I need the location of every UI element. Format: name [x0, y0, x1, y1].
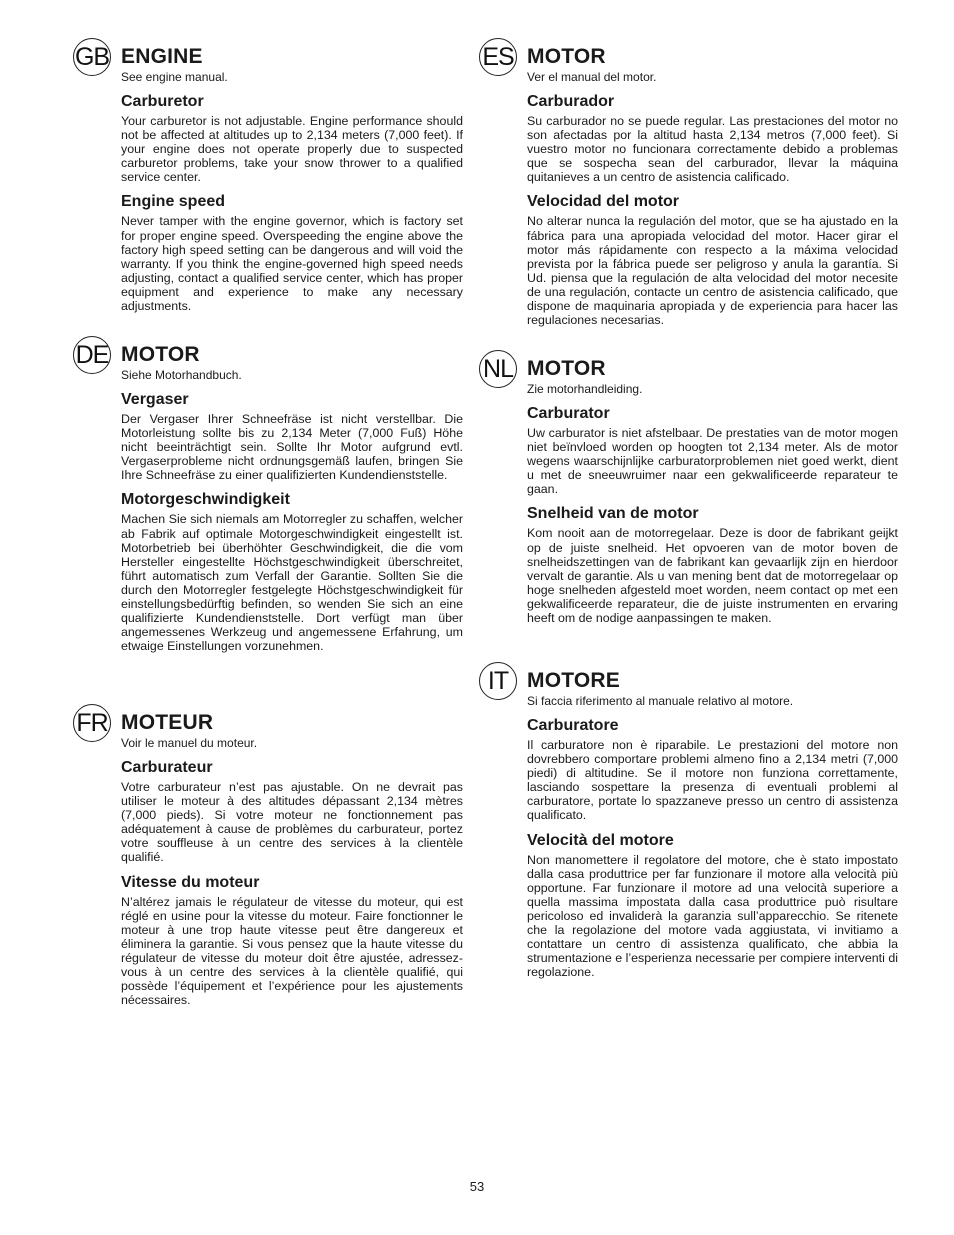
paragraph-carburator: Uw carburator is niet afstelbaar. De prestaties van de motor mogen niet beïnvloed worden op hoogten tot 2,134 meter. Als de motor wegens waarschijnlijke carburatorproblemen niet goed werkt, dient u met de sneeuwruimer naar een gekwalificeerde reparateur te gaan.	[527, 426, 898, 497]
section-it	[487, 666, 898, 980]
section-es	[482, 42, 898, 328]
section-title: MOTOR	[121, 343, 200, 366]
subheading-carburatore: Carburatore	[527, 717, 619, 734]
paragraph-engine-speed: Never tamper with the engine governor, which is factory set for proper engine speed. Overspeeding the engine above the factory high speed setting can be dangerous and will void the warranty. If you think the engine-governed high speed needs adjusting, contact a qualified service center, which has proper equipment and experience to make any necessary adjustments.	[121, 214, 463, 314]
paragraph-carburador: Su carburador no se puede regular. Las prestaciones del motor no son afectadas por la altitud hasta 2,134 metros (7,000 feet). Si vuestro motor no funcionara correctamente debido a problemas que se sospecha sean del carburador, llevar la máquina quitanieves a un centro de asistencia calificado.	[527, 114, 898, 185]
language-badge-es: ES	[479, 38, 517, 76]
section-de	[75, 340, 463, 654]
section-gb	[74, 42, 463, 314]
subheading-engine-speed: Engine speed	[121, 193, 226, 211]
section-title: MOTORE	[527, 669, 620, 692]
section-title: MOTOR	[527, 45, 606, 68]
subheading-motorgeschwindigkeit: Motorgeschwindigkeit	[121, 491, 290, 509]
language-badge-de: DE	[73, 336, 111, 374]
paragraph-vergaser: Der Vergaser Ihrer Schneefräse ist nicht verstellbar. Die Motorleistung sollte bis zu 2,134 Meter (7,000 Fuß) Höhe nicht beeinträchtigt sein. Sollte Ihr Motor aufgrund evtl. Vergaserprobleme nicht ordnungsgemäß laufen, bringen Sie Ihre Schneefräse zu einer qualifizierten Kundendienststelle.	[121, 412, 463, 483]
section-title: ENGINE	[121, 45, 203, 68]
subheading-carburador: Carburador	[527, 93, 615, 110]
subheading-carburateur: Carburateur	[121, 759, 213, 776]
subheading-vitesse-du-moteur: Vitesse du moteur	[121, 873, 260, 891]
section-title: MOTOR	[527, 357, 606, 380]
page-number: 53	[469, 1179, 485, 1194]
section-subtitle: Voir le manuel du moteur.	[121, 736, 258, 750]
subheading-carburetor: Carburetor	[121, 93, 204, 110]
subheading-velocidad-del-motor: Velocidad del motor	[527, 193, 680, 211]
paragraph-velocidad-del-motor: No alterar nunca la regulación del motor, que se ha ajustado en la fábrica para una apropiada velocidad del motor. Hacer girar el motor más rápidamente con respecto a la máxima velocidad prevista por la fábrica puede ser peligroso y anula la garantía. Si Ud. piensa que la regulación de alta velocidad del motor necesite de una regulación, contacte un centro de asistencia calificado, que dispone de maquinaria apropiada y de experiencia para hacer las regulaciones necesarias.	[527, 214, 898, 328]
section-nl	[483, 354, 898, 626]
paragraph-carburetor: Your carburetor is not adjustable. Engine performance should not be affected at altitudes up to 2,134 meters (7,000 feet). If your engine does not operate properly due to suspected carburetor problems, take your snow thrower to a qualified service center.	[121, 114, 463, 185]
paragraph-snelheid-van-de-motor: Kom nooit aan de motorregelaar. Deze is door de fabrikant geijkt op de juiste snelheid. Het opvoeren van de motor boven de snelheidszettingen van de fabrikant kan gevaarlijk zijn en hierdoor vervalt de garantie. Als u van mening bent dat de motorregelaar op hoge snelheden afgesteld moet worden, neem contact op met een gekwalificeerde reparateur, die de juiste instrumenten en ervaring heeft om de nodige aanpassingen te maken.	[527, 526, 898, 626]
subheading-velocita-del-motore: Velocità del motore	[527, 831, 674, 849]
subheading-vergaser: Vergaser	[121, 391, 189, 408]
subheading-carburator: Carburator	[527, 405, 610, 422]
language-badge-gb: GB	[73, 38, 111, 76]
section-subtitle: Zie motorhandleiding.	[527, 382, 643, 396]
paragraph-motorgeschwindigkeit: Machen Sie sich niemals am Motorregler zu schaffen, welcher ab Fabrik auf optimale Motorgeschwindigkeit eingestellt ist. Motorbetrieb bei überhöhter Geschwindigkeit, die die vom Hersteller eingestellte Höchstgeschwindigkeit überschreitet, führt automatisch zum Verfall der Garantie. Sollten Sie die durch den Motorregler festgelegte Höchstgeschwindigkeit für einstellungsbedürftig befinden, so wenden Sie sich an eine qualifizierte Kundendienststelle. Dort verfügt man über angemessenes Werkzeug und angemessene Erfahrung, um etwaige Einstellungen vorzunehmen.	[121, 512, 463, 654]
section-subtitle: Si faccia riferimento al manuale relativo al motore.	[527, 694, 794, 708]
section-fr	[76, 708, 463, 1008]
language-badge-it: IT	[479, 662, 517, 700]
section-title: MOTEUR	[121, 711, 214, 734]
paragraph-velocita-del-motore: Non manomettere il regolatore del motore, che è stato impostato dalla casa produttrice per far funzionare il motore alla velocità più opportune. Far funzionare il motore ad una velocità superiore a quella massima impostata dalla casa produttrice può risultare pericoloso ed invaliderà la garanzia sull’apparecchio. Se ritenete che la regolazione del motore vada aggiustata, vi invitiamo a contattare un centro di assistenza qualificato, che abbia la strumentazione e l’esperienza necessarie per compiere interventi di regolazione.	[527, 852, 898, 980]
section-subtitle: Ver el manual del motor.	[527, 70, 657, 84]
paragraph-carburatore: Il carburatore non è riparabile. Le prestazioni del motore non dovrebbero comportare problemi almeno fino a 2,134 metri (7,000 piedi) di altitudine. Se il motore non funziona correttamente, lasciando sospettare la presenza di eventuali problemi al carburatore, portate lo spazzaneve presso un centro di assistenza qualificato.	[527, 738, 898, 823]
language-badge-nl: NL	[479, 350, 517, 388]
paragraph-vitesse-du-moteur: N’altérez jamais le régulateur de vitesse du moteur, qui est réglé en usine pour la vitesse du moteur. Faire fonctionner le moteur à une trop haute vitesse peut être dangereux et éliminera la garantie. Si vous pensez que la haute vitesse du régulateur de vitesse du moteur doit être ajustée, adressez-vous à un centre des services à la clientèle qualifié, qui possède l’équipement et l’expérience pour les ajustements nécessaires.	[121, 894, 463, 1008]
paragraph-carburateur: Votre carburateur n’est pas ajustable. On ne devrait pas utiliser le moteur à des altitudes dépassant 2,134 mètres (7,000 pieds). Si votre moteur ne fonctionnement pas adéquatement à cause de problèmes du carburateur, portez votre souffleuse à un centre des services à la clientèle qualifié.	[121, 780, 463, 865]
section-subtitle: Siehe Motorhandbuch.	[121, 368, 242, 382]
language-badge-fr: FR	[73, 704, 111, 742]
section-subtitle: See engine manual.	[121, 70, 228, 84]
subheading-snelheid-van-de-motor: Snelheid van de motor	[527, 505, 699, 523]
